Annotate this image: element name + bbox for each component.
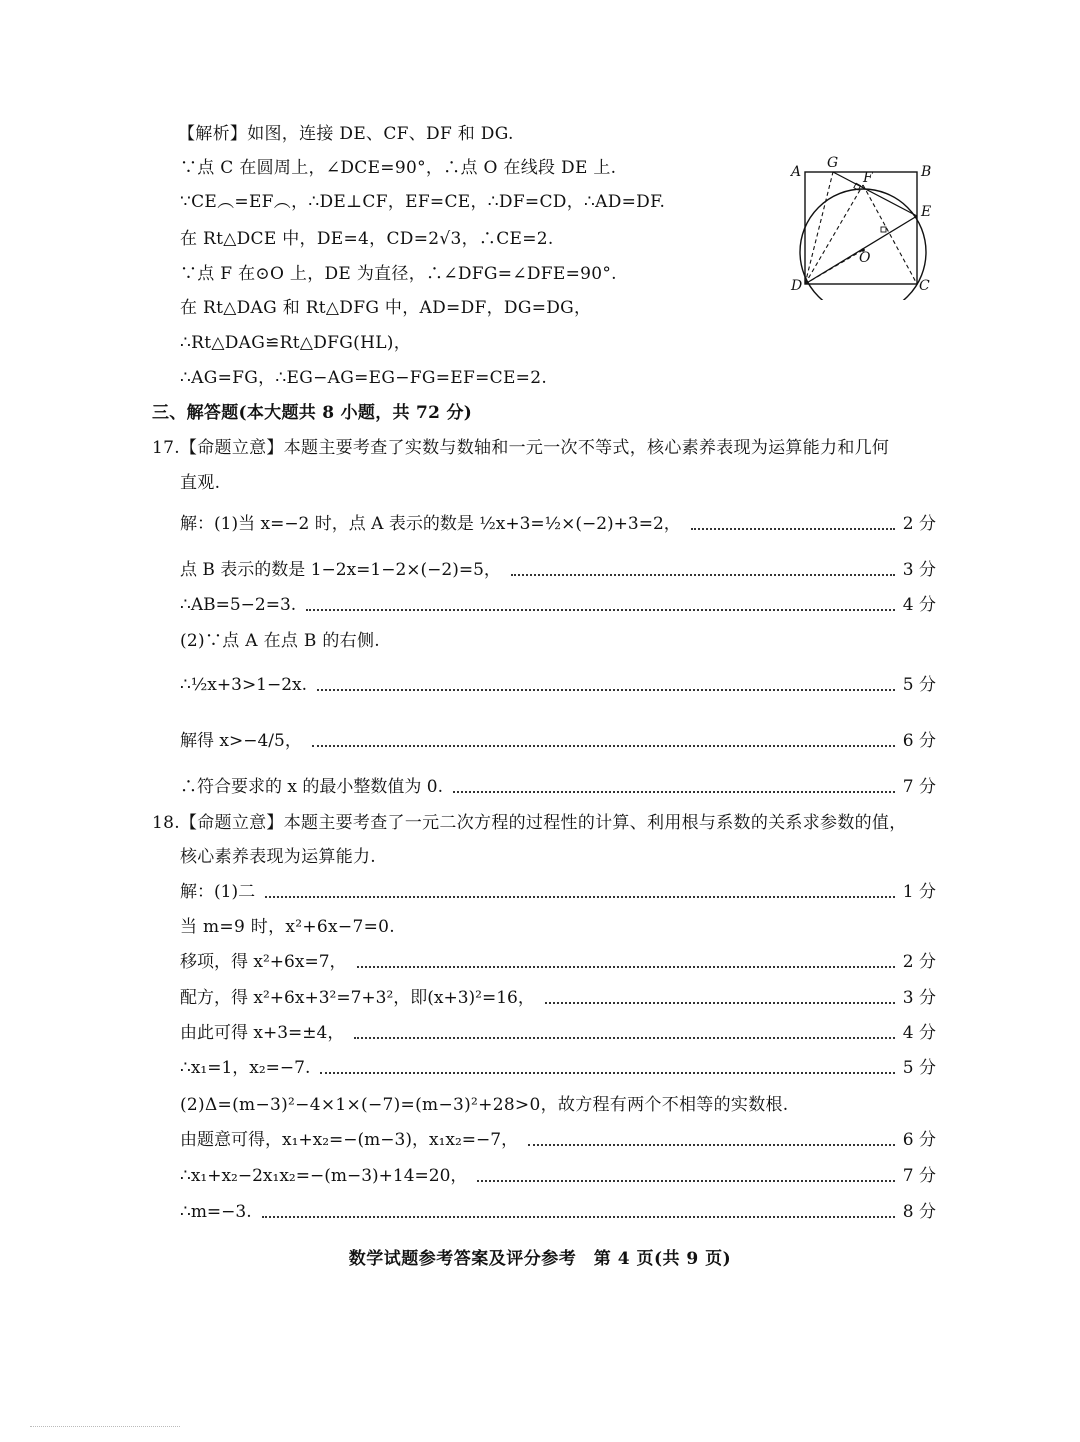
score: 2 分 [902, 514, 936, 534]
dot-leader [357, 966, 895, 968]
step-text: 移项，得 x²+6x=7， [180, 952, 347, 972]
geometry-figure [785, 150, 945, 300]
q18-step-9 [180, 1164, 936, 1188]
q17-step-6 [180, 729, 936, 753]
score: 1 分 [902, 882, 936, 902]
segment-dg [805, 172, 833, 284]
dot-leader [453, 791, 895, 793]
dot-leader [306, 609, 895, 611]
step-text: ∴x₁=1，x₂=−7. [180, 1058, 311, 1078]
dot-leader [320, 1072, 894, 1074]
analysis-line-3: ∵CE︵=EF︵，∴DE⊥CF，EF=CE，∴DF=CD，∴AD=DF. [180, 192, 666, 212]
q17-intro-line-1: 17.【命题立意】本题主要考查了实数与数轴和一元一次不等式，核心素养表现为运算能力和几何 [152, 438, 890, 458]
q17-step-3 [180, 593, 936, 617]
score: 5 分 [902, 1058, 936, 1078]
q18-step-10 [180, 1200, 936, 1224]
q18-step-5 [180, 1021, 936, 1045]
label-f: F [863, 170, 873, 186]
dot-leader [528, 1144, 895, 1146]
q18-step-3 [180, 950, 936, 974]
bottom-divider [30, 1426, 180, 1427]
label-g: G [827, 155, 839, 171]
analysis-line-6: 在 Rt△DAG 和 Rt△DFG 中，AD=DF，DG=DG， [180, 298, 592, 318]
step-text: ∴½x+3>1−2x. [180, 675, 308, 695]
score: 4 分 [902, 1023, 936, 1043]
dot-leader [317, 689, 895, 691]
segment-ge [833, 172, 917, 216]
label-c: C [919, 278, 930, 294]
score: 7 分 [902, 777, 936, 797]
label-a: A [791, 164, 802, 180]
q17-intro-line-2: 直观. [180, 473, 221, 493]
label-d: D [791, 278, 803, 294]
analysis-line-4: 在 Rt△DCE 中，DE=4，CD=2√3，∴CE=2. [180, 229, 554, 249]
analysis-line-8: ∴AG=FG，∴EG−AG=EG−FG=EF=CE=2. [180, 368, 548, 388]
q18-intro-line-2: 核心素养表现为运算能力. [180, 847, 377, 867]
dot-leader [511, 574, 895, 576]
score: 2 分 [902, 952, 936, 972]
dot-leader [265, 896, 895, 898]
step-text: ∴符合要求的 x 的最小整数值为 0. [180, 777, 444, 797]
score: 5 分 [902, 675, 936, 695]
label-e: E [921, 204, 932, 220]
dot-leader [262, 1216, 895, 1218]
score: 3 分 [902, 560, 936, 580]
q18-step-2: 当 m=9 时，x²+6x−7=0. [180, 917, 395, 937]
q17-step-1 [180, 512, 936, 536]
q17-step-7 [180, 775, 936, 799]
step-text: 解：(1)二 [180, 882, 256, 902]
score: 3 分 [902, 988, 936, 1008]
step-text: 由此可得 x+3=±4， [180, 1023, 345, 1043]
score: 4 分 [902, 595, 936, 615]
score: 6 分 [902, 731, 936, 751]
q18-step-7: (2)Δ=(m−3)²−4×1×(−7)=(m−3)²+28>0，故方程有两个不相等的实数根. [180, 1095, 789, 1115]
step-text: ∴x₁+x₂−2x₁x₂=−(m−3)+14=20， [180, 1166, 468, 1186]
right-angle-mark [881, 227, 886, 232]
dot-leader [691, 528, 895, 530]
q17-step-2 [180, 558, 936, 582]
step-text: 点 B 表示的数是 1−2x=1−2×(−2)=5， [180, 560, 501, 580]
label-o: O [859, 250, 871, 266]
score: 6 分 [902, 1130, 936, 1150]
segment-df [805, 185, 863, 284]
analysis-line-5: ∵点 F 在⊙O 上，DE 为直径，∴∠DFG=∠DFE=90°. [180, 264, 617, 284]
page-footer: 数学试题参考答案及评分参考 第 4 页(共 9 页) [348, 1249, 732, 1269]
q18-step-4 [180, 986, 936, 1010]
score: 8 分 [902, 1202, 936, 1222]
step-text: 配方，得 x²+6x+3²=7+3²，即(x+3)²=16， [180, 988, 535, 1008]
dot-leader [354, 1037, 894, 1039]
q18-step-8 [180, 1128, 936, 1152]
analysis-line-7: ∴Rt△DAG≌Rt△DFG(HL)， [180, 333, 412, 353]
step-text: 解得 x>−4/5， [180, 731, 302, 751]
q18-intro-line-1: 18.【命题立意】本题主要考查了一元二次方程的过程性的计算、利用根与系数的关系求参数的值， [152, 813, 907, 833]
q17-step-4: (2)∵点 A 在点 B 的右侧. [180, 631, 380, 651]
q17-step-5 [180, 673, 936, 697]
segment-fc [863, 185, 917, 284]
score: 7 分 [902, 1166, 936, 1186]
analysis-line-1: 【解析】如图，连接 DE、CF、DF 和 DG. [178, 124, 514, 144]
step-text: ∴m=−3. [180, 1202, 252, 1222]
section-title: 三、解答题(本大题共 8 小题，共 72 分) [152, 403, 473, 423]
q18-step-1 [180, 880, 936, 904]
q18-step-6 [180, 1056, 936, 1080]
step-text: 解：(1)当 x=−2 时，点 A 表示的数是 ½x+3=½×(−2)+3=2， [180, 514, 681, 534]
label-b: B [921, 164, 932, 180]
step-text: 由题意可得，x₁+x₂=−(m−3)，x₁x₂=−7， [180, 1130, 519, 1150]
dot-leader [477, 1180, 894, 1182]
dot-leader [545, 1002, 895, 1004]
analysis-line-2: ∵点 C 在圆周上，∠DCE=90°，∴点 O 在线段 DE 上. [180, 158, 617, 178]
step-text: ∴AB=5−2=3. [180, 595, 297, 615]
dot-leader [312, 745, 895, 747]
